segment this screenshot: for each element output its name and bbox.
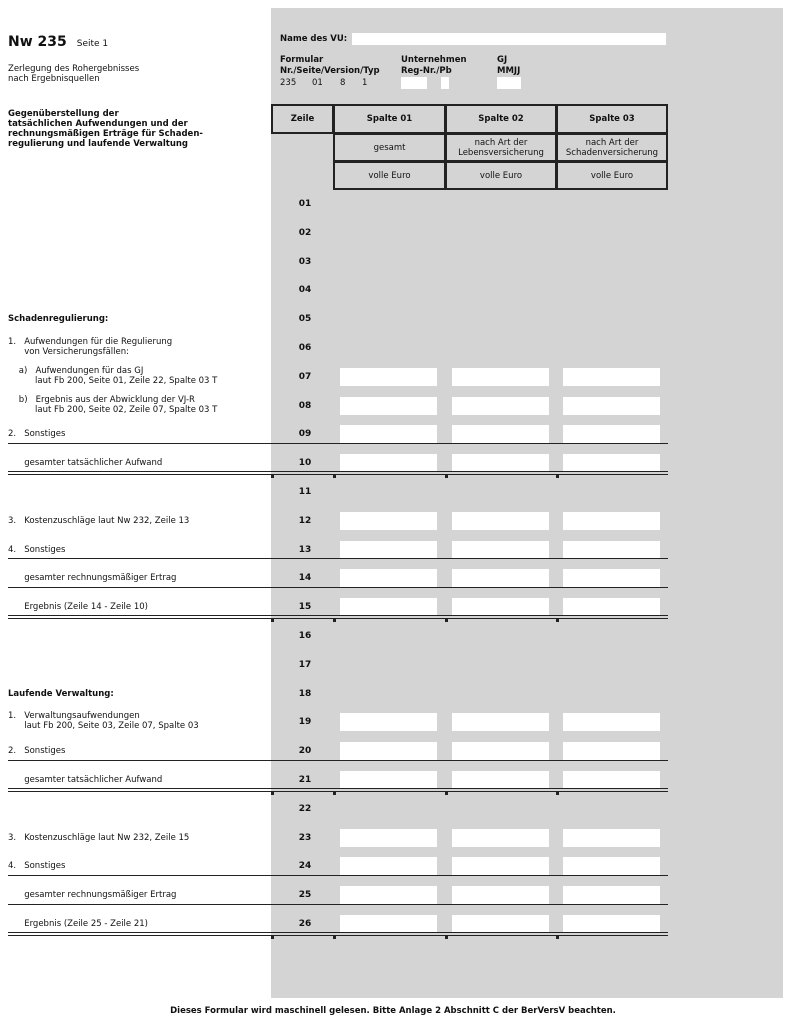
value-cell-row12-col3[interactable] — [563, 512, 660, 530]
value-cell-row23-col3[interactable] — [563, 829, 660, 847]
footer-note: Dieses Formular wird maschinell gelesen. Bitte Anlage 2 Abschnitt C der BerVersV beachten. — [170, 1006, 616, 1016]
col-header-spalte02: Spalte 02 — [445, 104, 557, 134]
value-cell-row24-col1[interactable] — [340, 857, 437, 875]
value-cell-row12-col1[interactable] — [340, 512, 437, 530]
row-number: 21 — [298, 775, 312, 785]
total-double-line — [8, 471, 668, 475]
value-cell-row23-col2[interactable] — [452, 829, 549, 847]
value-cell-row24-col2[interactable] — [452, 857, 549, 875]
row-label-line-1: 2. Sonstiges — [8, 746, 66, 756]
row-label-line-1: Ergebnis (Zeile 14 - Zeile 10) — [8, 602, 148, 612]
value-cell-row09-col3[interactable] — [563, 425, 660, 443]
column-tick — [333, 475, 336, 478]
value-cell-row21-col2[interactable] — [452, 771, 549, 789]
gj-input[interactable] — [497, 77, 521, 89]
row-label-line-1: 3. Kostenzuschläge laut Nw 232, Zeile 15 — [8, 833, 190, 843]
row-number: 12 — [298, 516, 312, 526]
col-sub-03: nach Art der Schadenversicherung — [556, 133, 668, 162]
form-code: Nw 235 — [8, 34, 67, 50]
value-cell-row07-col2[interactable] — [452, 368, 549, 386]
value-cell-row10-col2[interactable] — [452, 454, 549, 472]
value-cell-row07-col1[interactable] — [340, 368, 437, 386]
row-number: 02 — [298, 228, 312, 238]
value-cell-row23-col1[interactable] — [340, 829, 437, 847]
row-label-line-2: laut Fb 200, Seite 01, Zeile 22, Spalte 03 T — [8, 376, 218, 386]
column-tick — [445, 619, 448, 622]
value-cell-row14-col3[interactable] — [563, 569, 660, 587]
row-number: 04 — [298, 285, 312, 295]
row-number: 11 — [298, 487, 312, 497]
column-tick — [271, 475, 274, 478]
row-label — [8, 458, 162, 468]
value-cell-row09-col2[interactable] — [452, 425, 549, 443]
row-label — [8, 861, 65, 871]
pb-input[interactable] — [441, 77, 449, 89]
value-cell-row21-col1[interactable] — [340, 771, 437, 789]
row-label-line-1: gesamter rechnungsmäßiger Ertrag — [8, 573, 177, 583]
row-label — [8, 711, 199, 731]
row-label — [8, 602, 148, 612]
subtitle — [8, 64, 139, 84]
value-cell-row08-col2[interactable] — [452, 397, 549, 415]
row-label-line-1: 4. Sonstiges — [8, 545, 66, 555]
row-separator — [8, 760, 668, 761]
column-tick — [333, 792, 336, 795]
row-label — [8, 919, 148, 929]
value-cell-row15-col1[interactable] — [340, 598, 437, 616]
total-double-line — [8, 932, 668, 936]
value-cell-row09-col1[interactable] — [340, 425, 437, 443]
subtitle-line-2: nach Ergebnisquellen — [8, 74, 100, 84]
row-label — [8, 890, 176, 900]
formular-value-typ: 1 — [362, 78, 368, 88]
value-cell-row10-col1[interactable] — [340, 454, 437, 472]
row-label — [8, 366, 217, 386]
value-cell-row14-col2[interactable] — [452, 569, 549, 587]
gj-sub-label: MMJJ — [497, 66, 521, 76]
description-line-4: regulierung und laufende Verwaltung — [8, 139, 189, 149]
row-number: 03 — [298, 257, 312, 267]
value-cell-row13-col3[interactable] — [563, 541, 660, 559]
col-sub-01: gesamt — [333, 133, 446, 162]
value-cell-row10-col3[interactable] — [563, 454, 660, 472]
total-double-line — [8, 615, 668, 619]
row-label — [8, 775, 162, 785]
row-number: 23 — [298, 833, 312, 843]
value-cell-row19-col1[interactable] — [340, 713, 437, 731]
row-number: 18 — [298, 689, 312, 699]
row-number: 17 — [298, 660, 312, 670]
row-label-line-1: 1. Aufwendungen für die Regulierung — [8, 337, 173, 347]
row-number: 09 — [298, 429, 312, 439]
row-number: 05 — [298, 314, 312, 324]
column-tick — [445, 936, 448, 939]
row-number: 08 — [298, 401, 312, 411]
description-line-1: Gegenüberstellung der — [8, 109, 119, 119]
row-number: 10 — [298, 458, 312, 468]
total-double-line — [8, 788, 668, 792]
value-cell-row25-col3[interactable] — [563, 886, 660, 904]
subtitle-line-1: Zerlegung des Rohergebnisses — [8, 64, 140, 74]
value-cell-row19-col2[interactable] — [452, 713, 549, 731]
row-label — [8, 545, 65, 555]
value-cell-row20-col1[interactable] — [340, 742, 437, 760]
value-cell-row24-col3[interactable] — [563, 857, 660, 875]
formular-value-seite: 01 — [312, 78, 323, 88]
value-cell-row14-col1[interactable] — [340, 569, 437, 587]
column-tick — [271, 936, 274, 939]
row-number: 26 — [298, 919, 312, 929]
formular-value-version: 8 — [340, 78, 346, 88]
row-label-line-2: von Versicherungsfällen: — [8, 347, 129, 357]
row-separator — [8, 875, 668, 876]
name-input[interactable] — [352, 33, 666, 45]
row-number: 19 — [298, 717, 312, 727]
row-number: 25 — [298, 890, 312, 900]
row-label-line-2: laut Fb 200, Seite 03, Zeile 07, Spalte 03 — [8, 721, 199, 731]
row-separator — [8, 904, 668, 905]
column-tick — [445, 792, 448, 795]
row-number: 06 — [298, 343, 312, 353]
row-label-line-2: laut Fb 200, Seite 02, Zeile 07, Spalte 03 T — [8, 405, 218, 415]
row-label — [8, 429, 65, 439]
row-label-line-1: b) Ergebnis aus der Abwicklung der VJ-R — [8, 395, 195, 405]
column-tick — [556, 619, 559, 622]
value-cell-row21-col3[interactable] — [563, 771, 660, 789]
value-cell-row13-col1[interactable] — [340, 541, 437, 559]
row-label-line-1: Schadenregulierung: — [8, 314, 109, 324]
row-label-line-1: 3. Kostenzuschläge laut Nw 232, Zeile 13 — [8, 516, 190, 526]
row-label — [8, 746, 65, 756]
row-label — [8, 516, 189, 526]
column-tick — [556, 475, 559, 478]
page-label: Seite 1 — [76, 39, 109, 49]
row-label-line-1: 4. Sonstiges — [8, 861, 66, 871]
column-tick — [445, 475, 448, 478]
row-label-line-1: Ergebnis (Zeile 25 - Zeile 21) — [8, 919, 148, 929]
row-separator — [8, 587, 668, 588]
column-tick — [271, 792, 274, 795]
row-label-line-1: gesamter rechnungsmäßiger Ertrag — [8, 890, 177, 900]
value-cell-row08-col3[interactable] — [563, 397, 660, 415]
row-label — [8, 337, 172, 357]
row-number: 14 — [298, 573, 312, 583]
col-header-spalte01: Spalte 01 — [333, 104, 446, 134]
value-cell-row12-col2[interactable] — [452, 512, 549, 530]
value-cell-row26-col3[interactable] — [563, 915, 660, 933]
col-unit-03: volle Euro — [556, 161, 668, 190]
formular-value-nr: 235 — [280, 78, 297, 88]
value-cell-row25-col2[interactable] — [452, 886, 549, 904]
column-tick — [333, 936, 336, 939]
row-label — [8, 314, 108, 324]
row-label-line-1: a) Aufwendungen für das GJ — [8, 366, 144, 376]
formular-sub-label: Nr./Seite/Version/Typ — [280, 66, 380, 76]
value-cell-row19-col3[interactable] — [563, 713, 660, 731]
row-label-line-1: gesamter tatsächlicher Aufwand — [8, 775, 163, 785]
row-label-line-1: gesamter tatsächlicher Aufwand — [8, 458, 163, 468]
value-cell-row26-col2[interactable] — [452, 915, 549, 933]
col-unit-02: volle Euro — [445, 161, 557, 190]
value-cell-row15-col2[interactable] — [452, 598, 549, 616]
col-header-spalte03: Spalte 03 — [556, 104, 668, 134]
row-label — [8, 833, 189, 843]
row-label — [8, 573, 176, 583]
reg-nr-input[interactable] — [401, 77, 427, 89]
row-label-line-1: 2. Sonstiges — [8, 429, 66, 439]
row-number: 15 — [298, 602, 312, 612]
row-number: 16 — [298, 631, 312, 641]
row-number: 24 — [298, 861, 312, 871]
unternehmen-label: Unternehmen — [401, 55, 467, 65]
column-tick — [333, 619, 336, 622]
value-cell-row26-col1[interactable] — [340, 915, 437, 933]
row-number: 01 — [298, 199, 312, 209]
description — [8, 109, 203, 149]
unternehmen-sub-label: Reg-Nr./Pb — [401, 66, 452, 76]
row-number: 22 — [298, 804, 312, 814]
value-cell-row07-col3[interactable] — [563, 368, 660, 386]
row-label-line-1: Laufende Verwaltung: — [8, 689, 114, 699]
col-sub-02: nach Art der Lebensversicherung — [445, 133, 557, 162]
name-label: Name des VU: — [280, 34, 348, 44]
row-label — [8, 395, 217, 415]
col-unit-01: volle Euro — [333, 161, 446, 190]
value-cell-row20-col2[interactable] — [452, 742, 549, 760]
value-cell-row08-col1[interactable] — [340, 397, 437, 415]
description-line-3: rechnungsmäßigen Erträge für Schaden- — [8, 129, 203, 139]
gj-label: GJ — [497, 55, 508, 65]
col-header-zeile: Zeile — [271, 104, 334, 134]
value-cell-row25-col1[interactable] — [340, 886, 437, 904]
formular-label: Formular — [280, 55, 324, 65]
row-number: 07 — [298, 372, 312, 382]
row-label-line-1: 1. Verwaltungsaufwendungen — [8, 711, 140, 721]
description-line-2: tatsächlichen Aufwendungen und der — [8, 119, 188, 129]
value-cell-row20-col3[interactable] — [563, 742, 660, 760]
column-tick — [556, 936, 559, 939]
form-title — [8, 34, 108, 50]
row-number: 13 — [298, 545, 312, 555]
value-cell-row13-col2[interactable] — [452, 541, 549, 559]
row-number: 20 — [298, 746, 312, 756]
row-separator — [8, 443, 668, 444]
value-cell-row15-col3[interactable] — [563, 598, 660, 616]
column-tick — [556, 792, 559, 795]
row-separator — [8, 558, 668, 559]
column-tick — [271, 619, 274, 622]
row-label — [8, 689, 114, 699]
